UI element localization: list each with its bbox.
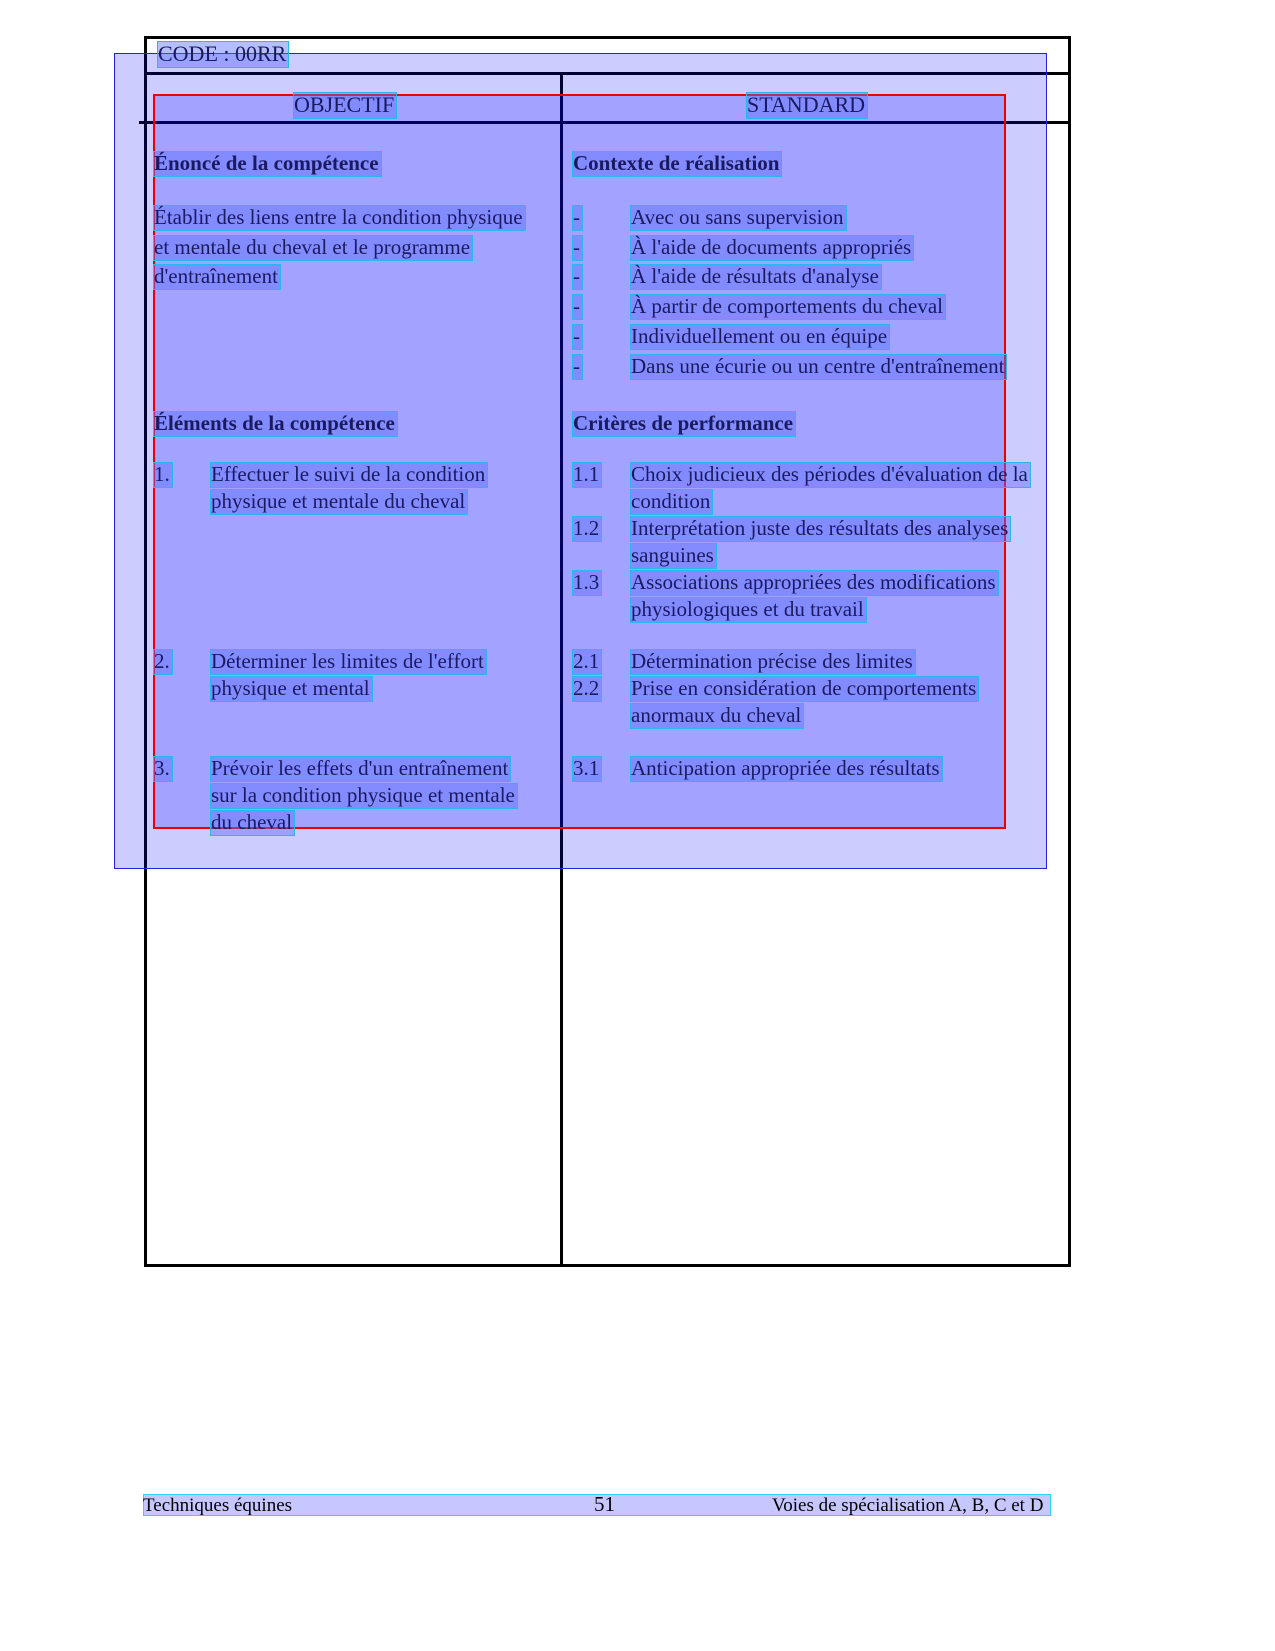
table-border-bottom xyxy=(144,1264,1071,1267)
element-line: physique et mental xyxy=(210,676,373,702)
contexte-dash: - xyxy=(572,324,583,350)
critere-line: Prise en considération de comportements xyxy=(630,676,979,702)
table-border-right xyxy=(1068,36,1071,1267)
criteres-title: Critères de performance xyxy=(572,411,796,437)
contexte-dash: - xyxy=(572,294,583,320)
critere-line: anormaux du cheval xyxy=(630,703,804,729)
code-label: CODE : 00RR xyxy=(157,41,289,68)
critere-line: Choix judicieux des périodes d'évaluation de la xyxy=(630,462,1031,488)
element-number: 3. xyxy=(153,756,173,782)
critere-number: 1.2 xyxy=(572,516,602,542)
contexte-title: Contexte de réalisation xyxy=(572,151,782,177)
enonce-title: Énoncé de la compétence xyxy=(153,151,382,177)
footer-left: Techniques équines xyxy=(143,1495,293,1516)
elements-title: Éléments de la compétence xyxy=(153,411,398,437)
contexte-item: Avec ou sans supervision xyxy=(630,205,847,231)
critere-line: sanguines xyxy=(630,543,717,569)
enonce-line: et mentale du cheval et le programme xyxy=(153,235,473,261)
contexte-dash: - xyxy=(572,235,583,261)
critere-number: 1.3 xyxy=(572,570,602,596)
critere-line: Anticipation appropriée des résultats xyxy=(630,756,943,782)
critere-line: Associations appropriées des modifications xyxy=(630,570,999,596)
contexte-item: Individuellement ou en équipe xyxy=(630,324,890,350)
critere-number: 2.2 xyxy=(572,676,602,702)
critere-line: Interprétation juste des résultats des analyses xyxy=(630,516,1011,542)
contexte-dash: - xyxy=(572,264,583,290)
critere-line: physiologiques et du travail xyxy=(630,597,867,623)
table-border-top xyxy=(144,36,1071,39)
critere-number: 1.1 xyxy=(572,462,602,488)
element-number: 2. xyxy=(153,649,173,675)
enonce-line: Établir des liens entre la condition physique xyxy=(153,205,526,231)
enonce-line: d'entraînement xyxy=(153,264,281,290)
critere-number: 2.1 xyxy=(572,649,602,675)
element-line: du cheval xyxy=(210,810,295,836)
contexte-item: À l'aide de documents appropriés xyxy=(630,235,914,261)
critere-line: condition xyxy=(630,489,713,515)
element-line: Effectuer le suivi de la condition xyxy=(210,462,488,488)
element-line: Déterminer les limites de l'effort xyxy=(210,649,487,675)
element-line: Prévoir les effets d'un entraînement xyxy=(210,756,511,782)
critere-line: Détermination précise des limites xyxy=(630,649,916,675)
contexte-item: À partir de comportements du cheval xyxy=(630,294,946,320)
footer-page-number: 51 xyxy=(594,1492,615,1516)
footer-right: Voies de spécialisation A, B, C et D xyxy=(772,1495,1044,1516)
objectif-header: OBJECTIF xyxy=(293,92,397,119)
contexte-item: Dans une écurie ou un centre d'entraînement xyxy=(630,354,1007,380)
standard-header: STANDARD xyxy=(746,92,868,119)
element-line: physique et mentale du cheval xyxy=(210,489,468,515)
element-line: sur la condition physique et mentale xyxy=(210,783,518,809)
contexte-dash: - xyxy=(572,205,583,231)
contexte-item: À l'aide de résultats d'analyse xyxy=(630,264,882,290)
contexte-dash: - xyxy=(572,354,583,380)
element-number: 1. xyxy=(153,462,173,488)
critere-number: 3.1 xyxy=(572,756,602,782)
